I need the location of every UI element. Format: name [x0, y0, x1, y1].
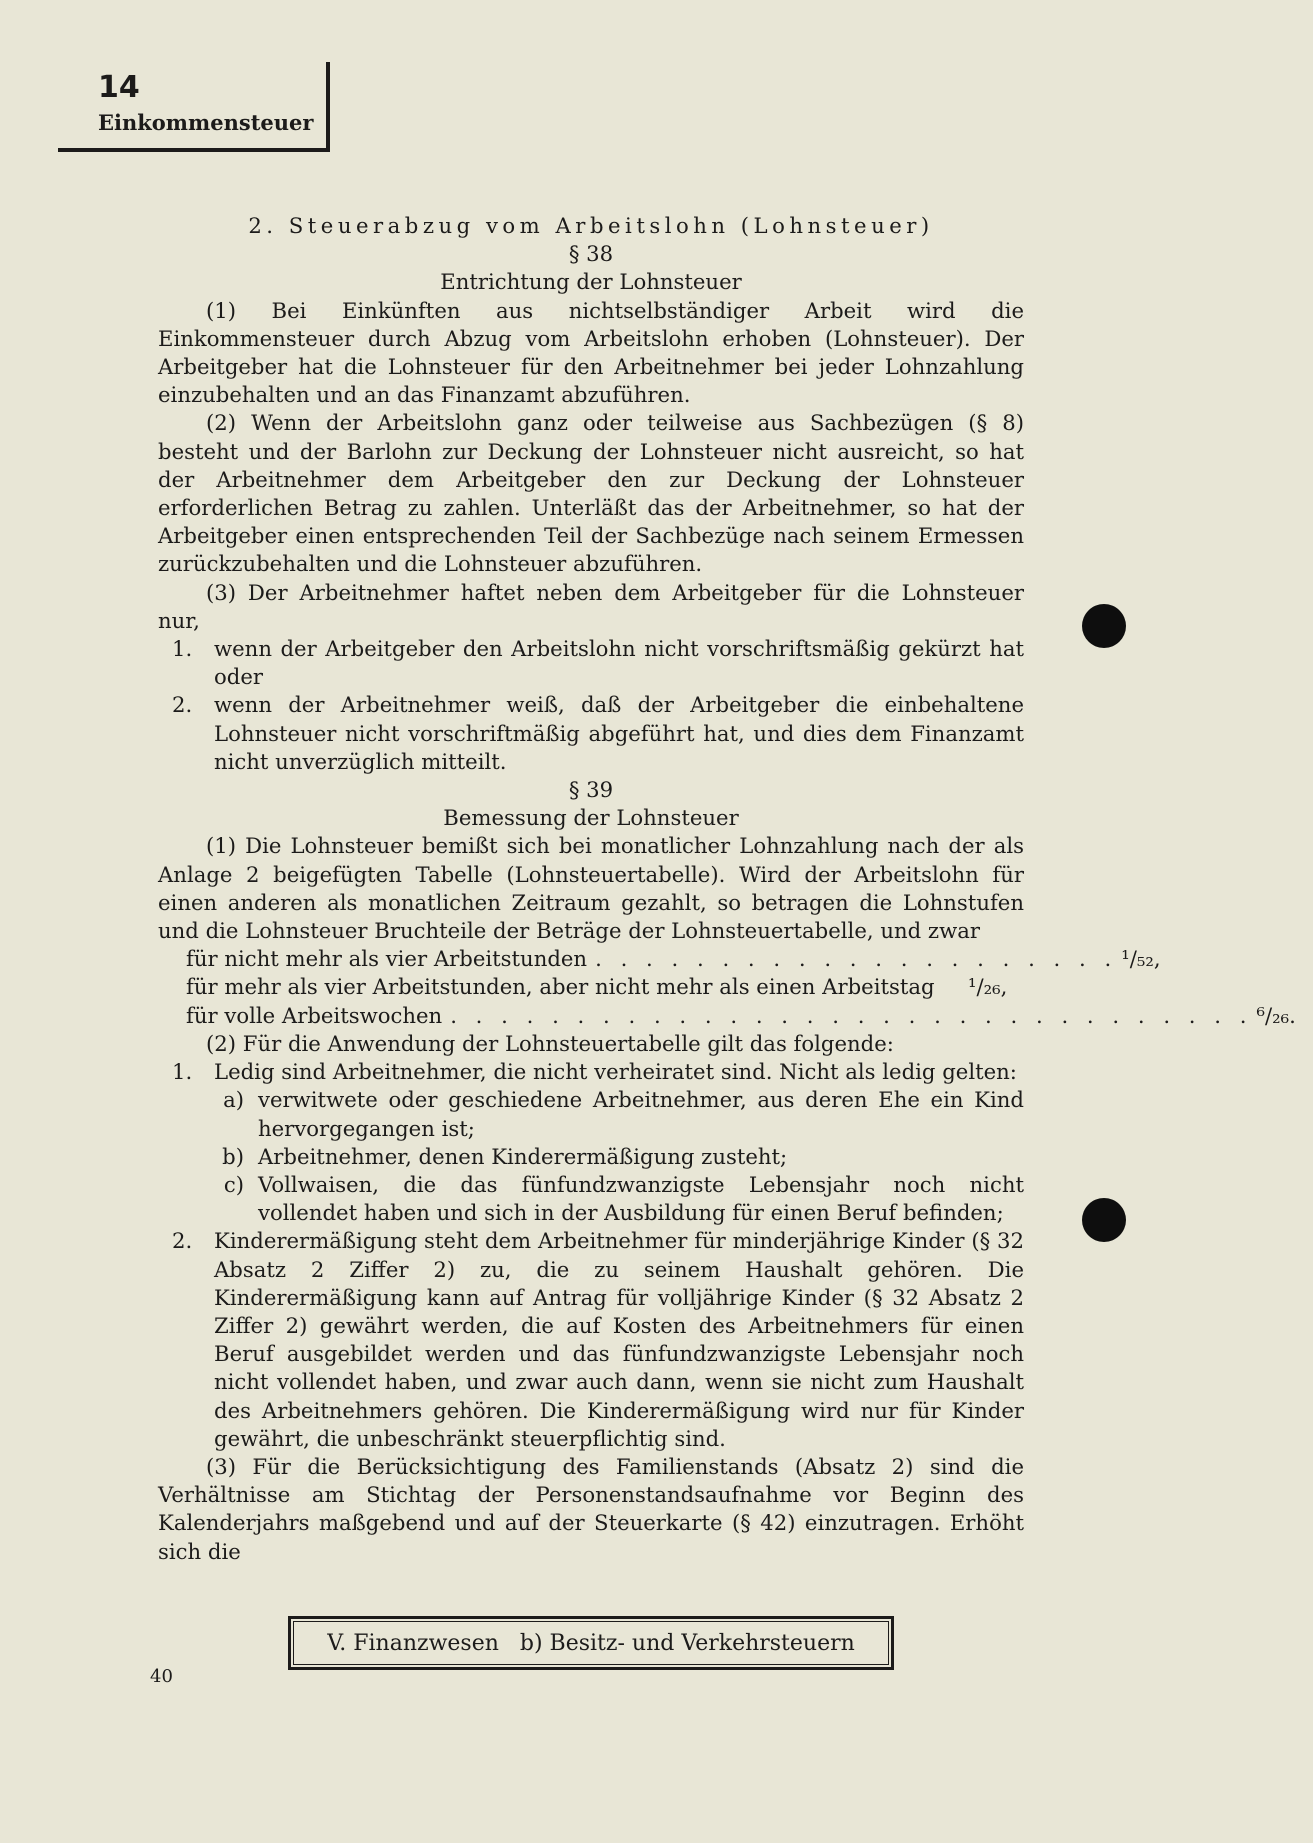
sub-list-text: Arbeitnehmer, denen Kinderermäßigung zusteht;: [258, 1143, 788, 1169]
list-item: [158, 635, 1024, 691]
s38-heading: Entrichtung der Lohnsteuer: [440, 269, 742, 295]
page-number: 40: [150, 1666, 173, 1687]
sub-list-text: verwitwete oder geschiedene Arbeitnehmer, aus deren Ehe ein Kind hervorgegangen ist;: [258, 1087, 1024, 1141]
s38-paragraph-2: (2) Wenn der Arbeitslohn ganz oder teilweise aus Sachbezügen (§ 8) besteht und der Barlohn zur Deckung der Lohnsteuer nicht ausreicht, so hat der Arbeitnehmer dem Arbeitgeber den zur Deckung der Lohnsteuer erforderlichen Betrag zu zahlen. Unterläßt das der Arbeitnehmer, so hat der Arbeitgeber einen entsprechenden Teil der Sachbezüge nach seinem Ermessen zurückzubehalten und die Lohnsteuer abzuführen.: [158, 410, 1024, 577]
punch-hole: [1082, 1198, 1126, 1242]
sub-list-item: [158, 1086, 1024, 1142]
list-item-number: 2.: [172, 692, 193, 718]
list-item-number: 2.: [172, 1228, 193, 1254]
s38-paragraph-3: (3) Der Arbeitnehmer haftet neben dem Arbeitgeber für die Lohnsteuer nur,: [158, 579, 1024, 633]
fraction-text: für volle Arbeitswochen: [186, 1002, 443, 1028]
fraction-text: für nicht mehr als vier Arbeitstunden: [186, 946, 588, 972]
fraction-row: [158, 1002, 1296, 1030]
sub-list-item: [158, 1171, 1024, 1227]
list-item-text: wenn der Arbeitnehmer weiß, daß der Arbeitgeber die einbehaltene Lohnsteuer nicht vorschriftmäßig abgeführt hat, und dies dem Finanzamt nicht unverzüglich mitteilt.: [214, 692, 1024, 774]
s38-number: § 38: [568, 241, 614, 267]
fraction-dots: . . . . . . . . . . . . . . . . . . . . . . . . . . . . . . . .: [450, 1002, 1253, 1028]
list-item-text: Ledig sind Arbeitnehmer, die nicht verheiratet sind. Nicht als ledig gelten:: [214, 1059, 1017, 1085]
list-item-number: 1.: [172, 1059, 193, 1085]
footer-box: [288, 1616, 894, 1670]
header-number: 14: [98, 70, 140, 105]
list-item-text: wenn der Arbeitgeber den Arbeitslohn nicht vorschriftsmäßig gekürzt hat oder: [214, 636, 1024, 690]
fraction-text: für mehr als vier Arbeitstunden, aber nicht mehr als einen Arbeitstag: [186, 974, 935, 1000]
list-item: [158, 1058, 1024, 1086]
sub-list-label: b): [222, 1143, 244, 1169]
sub-list-label: a): [223, 1087, 244, 1113]
punch-hole: [1082, 604, 1126, 648]
s39-number: § 39: [568, 777, 614, 803]
sub-list-item: [158, 1143, 1024, 1171]
s39-paragraph-2: (2) Für die Anwendung der Lohnsteuertabelle gilt das folgende:: [206, 1030, 894, 1056]
list-item-number: 1.: [172, 636, 193, 662]
fraction-value: ⁶/₂₆.: [1256, 1002, 1296, 1028]
sub-list-text: Vollwaisen, die das fünfundzwanzigste Lebensjahr noch nicht vollendet haben und sich in der Ausbildung für einen Beruf befinden;: [258, 1171, 1024, 1226]
list-item: [158, 1227, 1024, 1453]
s39-paragraph-3: (3) Für die Berücksichtigung des Familienstands (Absatz 2) sind die Verhältnisse am Stichtag der Personenstandsaufnahme vor Beginn des Kalenderjahrs maßgebend und auf der Steuerkarte (§ 42) einzutragen. Erhöht sich die: [158, 1453, 1024, 1564]
fraction-dots: [935, 973, 964, 1001]
s39-heading: Bemessung der Lohnsteuer: [443, 805, 739, 831]
sub-list-label: c): [223, 1171, 244, 1197]
section-title: 2. Steuerabzug vom Arbeitslohn (Lohnsteuer): [248, 213, 934, 238]
header-box: [58, 62, 330, 152]
header-label: Einkommensteuer: [98, 110, 314, 135]
footer-box-label: V. Finanzwesen b) Besitz- und Verkehrsteuern: [327, 1630, 855, 1656]
s38-paragraph-1: (1) Bei Einkünften aus nichtselbständiger Arbeit wird die Einkommensteuer durch Abzug vom Arbeitslohn erhoben (Lohnsteuer). Der Arbeitgeber hat die Lohnsteuer für den Arbeitnehmer bei jeder Lohnzahlung einzubehalten und an das Finanzamt abzuführen.: [158, 297, 1024, 408]
list-item: [158, 691, 1024, 776]
fraction-value: ¹/₂₆,: [968, 974, 1008, 1000]
fraction-row: [158, 973, 1024, 1001]
fraction-dots: . . . . . . . . . . . . . . . . . . . . .: [595, 946, 1118, 972]
s39-paragraph-1: (1) Die Lohnsteuer bemißt sich bei monatlicher Lohnzahlung nach der als Anlage 2 beigefügten Tabelle (Lohnsteuertabelle). Wird der Arbeitslohn für einen anderen als monatlichen Zeitraum gezahlt, so betragen die Lohnstufen und die Lohnsteuer Bruchteile der Beträge der Lohnsteuertabelle, und zwar: [158, 833, 1024, 944]
list-item-text: Kinderermäßigung steht dem Arbeitnehmer für minderjährige Kinder (§ 32 Absatz 2 Ziffer 2) zu, die zu seinem Haushalt gehören. Die Kinderermäßigung kann auf Antrag für volljährige Kinder (§ 32 Absatz 2 Ziffer 2) gewährt werden, die auf Kosten des Arbeitnehmers für einen Beruf ausgebildet werden und das fünfundzwanzigste Lebensjahr noch nicht vollendet haben, und zwar auch dann, wenn sie nicht zum Haushalt des Arbeitnehmers gehören. Die Kinderermäßigung wird nur für Kinder gewährt, die unbeschränkt steuerpflichtig sind.: [214, 1228, 1024, 1451]
fraction-value: ¹/₅₂,: [1121, 946, 1161, 972]
page-content: [158, 212, 1296, 1566]
fraction-row: [158, 945, 1161, 973]
